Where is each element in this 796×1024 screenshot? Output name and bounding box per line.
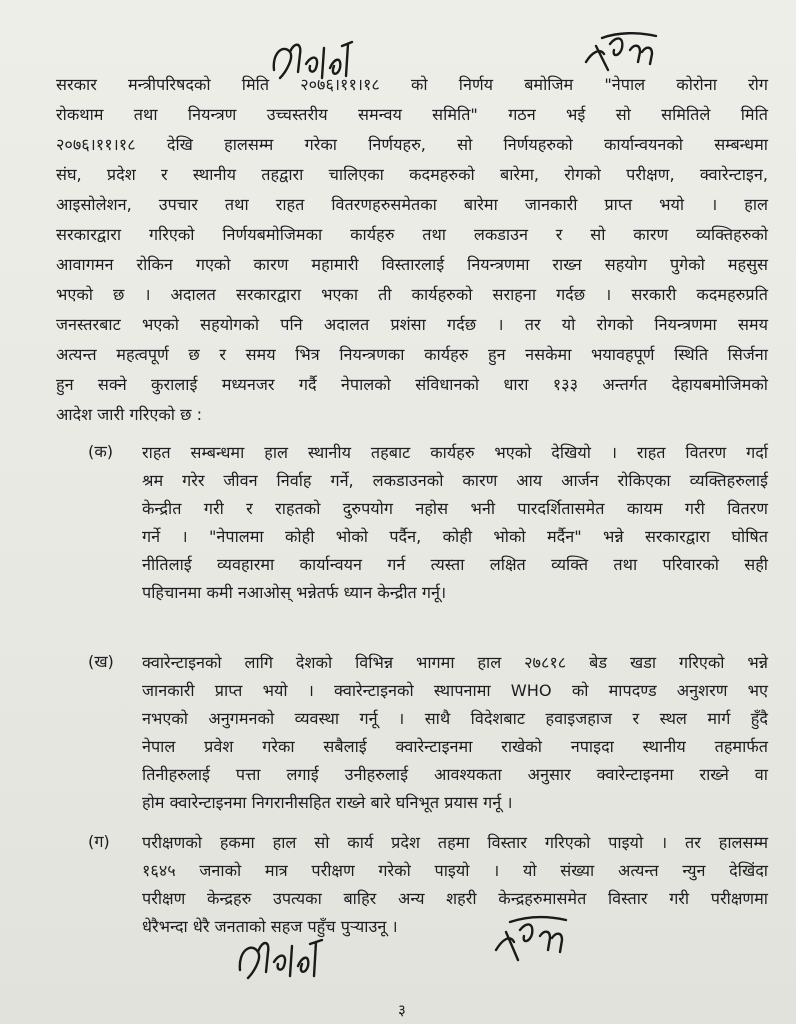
item-line: गर्ने । "नेपालमा कोही भोको पर्दैन, कोही भोको मर्दैन" भन्ने सरकारद्वारा घोषित	[142, 527, 768, 546]
intro-line: आदेश जारी गरिएको छ :	[56, 405, 203, 424]
item-line: क्वारेन्टाइनको लागि देशको विभिन्न भागमा हाल २७८१८ बेड खडा गरिएको भन्ने	[142, 653, 768, 672]
item-line: होम क्वारेन्टाइनमा निगरानीसहित राख्ने बारे घनिभूत प्रयास गर्नू ।	[142, 793, 513, 812]
item-line: राहत सम्बन्धमा हाल स्थानीय तहबाट कार्यहरु भएको देखियो । राहत वितरण गर्दा	[142, 443, 768, 462]
item-label-kha: (ख)	[88, 652, 114, 671]
item-line: श्रम गरेर जीवन निर्वाह गर्ने, लकडाउनको कारण आय आर्जन रोकिएका व्यक्तिहरुलाई	[142, 471, 768, 490]
item-line: नेपाल प्रवेश गरेका सबैलाई क्वारेन्टाइनमा राखेको नपाइदा स्थानीय तहमार्फत	[142, 737, 768, 756]
intro-line: आवागमन रोकिन गएको कारण महामारी विस्तारलाई नियन्त्रणमा राख्न सहयोग पुगेको महसुस	[56, 255, 768, 274]
item-line: केन्द्रीत गरी र राहतको दुरुपयोग नहोस भनी पारदर्शितासमेत कायम गरी वितरण	[142, 499, 768, 518]
intro-line: रोकथाम तथा नियन्त्रण उच्चस्तरीय समन्वय समिति" गठन भई सो समितिले मिति	[56, 105, 768, 124]
intro-line: हुन सक्ने कुरालाई मध्यनजर गर्दै नेपालको संविधानको धारा १३३ अन्तर्गत देहायबमोजिमको	[56, 375, 768, 394]
intro-line: जनस्तरबाट भएको सहयोगको पनि अदालत प्रशंसा गर्दछ । तर यो रोगको नियन्त्रणमा समय	[56, 315, 768, 334]
signature-top-right	[578, 22, 660, 78]
item-line: तिनीहरुलाई पत्ता लगाई उनीहरुलाई आवश्यकता अनुसार क्वारेन्टाइनमा राख्ने वा	[142, 765, 768, 784]
intro-line: सरकारद्वारा गरिएको निर्णयबमोजिमका कार्यहरु तथा लकडाउन र सो कारण व्यक्तिहरुको	[56, 225, 768, 244]
signature-bottom-right	[488, 902, 570, 968]
item-line: परीक्षणको हकमा हाल सो कार्य प्रदेश तहमा विस्तार गरिएको पाइयो । तर हालसम्म	[142, 833, 768, 852]
signature-bottom-left	[234, 934, 332, 990]
item-line: धेरैभन्दा धेरै जनताको सहज पहुँच पुऱ्याउनू ।	[142, 917, 398, 936]
intro-line: सरकार मन्त्रीपरिषदको मिति २०७६।११।१८ को निर्णय बमोजिम "नेपाल कोरोना रोग	[56, 75, 768, 94]
item-line: परीक्षण केन्द्रहरु उपत्यका बाहिर अन्य शहरी केन्द्रहरुमासमेत विस्तार गरी परीक्षणमा	[142, 889, 768, 908]
intro-line: भएको छ । अदालत सरकारद्वारा भएका ती कार्यहरुको सराहना गर्दछ । सरकारी कदमहरुप्रति	[56, 285, 768, 304]
intro-line: संघ, प्रदेश र स्थानीय तहद्वारा चालिएका कदमहरुको बारेमा, रोगको परीक्षण, क्वारेन्टाइन,	[56, 165, 768, 184]
intro-line: २०७६।११।१८ देखि हालसम्म गरेका निर्णयहरु, सो निर्णयहरुको कार्यान्वयनको सम्बन्धमा	[56, 135, 768, 154]
item-line: नीतिलाई व्यवहारमा कार्यान्वयन गर्न त्यस्ता लक्षित व्यक्ति तथा परिवारको सही	[142, 555, 768, 574]
intro-line: अत्यन्त महत्वपूर्ण छ र समय भित्र नियन्त्रणका कार्यहरु हुन नसकेमा भयावहपूर्ण स्थिति सिर्जना	[56, 345, 768, 364]
page-number: ३	[398, 1001, 406, 1019]
item-line: नभएको अनुगमनको व्यवस्था गर्नू । साथै विदेशबाट हवाइजहाज र स्थल मार्ग हुँदै	[142, 709, 768, 728]
item-line: जानकारी प्राप्त भयो । क्वारेन्टाइनको स्थापनामा WHO को मापदण्ड अनुशरण भए	[142, 681, 768, 700]
intro-line: आइसोलेशन, उपचार तथा राहत वितरणहरुसमेतका बारेमा जानकारी प्राप्त भयो । हाल	[56, 195, 768, 214]
item-label-ka: (क)	[88, 442, 114, 461]
item-line: १६४५ जनाको मात्र परीक्षण गरेको पाइयो । यो संख्या अत्यन्त न्युन देखिंदा	[142, 861, 768, 880]
item-line: पहिचानमा कमी नआओस् भन्नेतर्फ ध्यान केन्द्रीत गर्नू।	[142, 583, 447, 602]
item-label-ga: (ग)	[88, 832, 110, 851]
